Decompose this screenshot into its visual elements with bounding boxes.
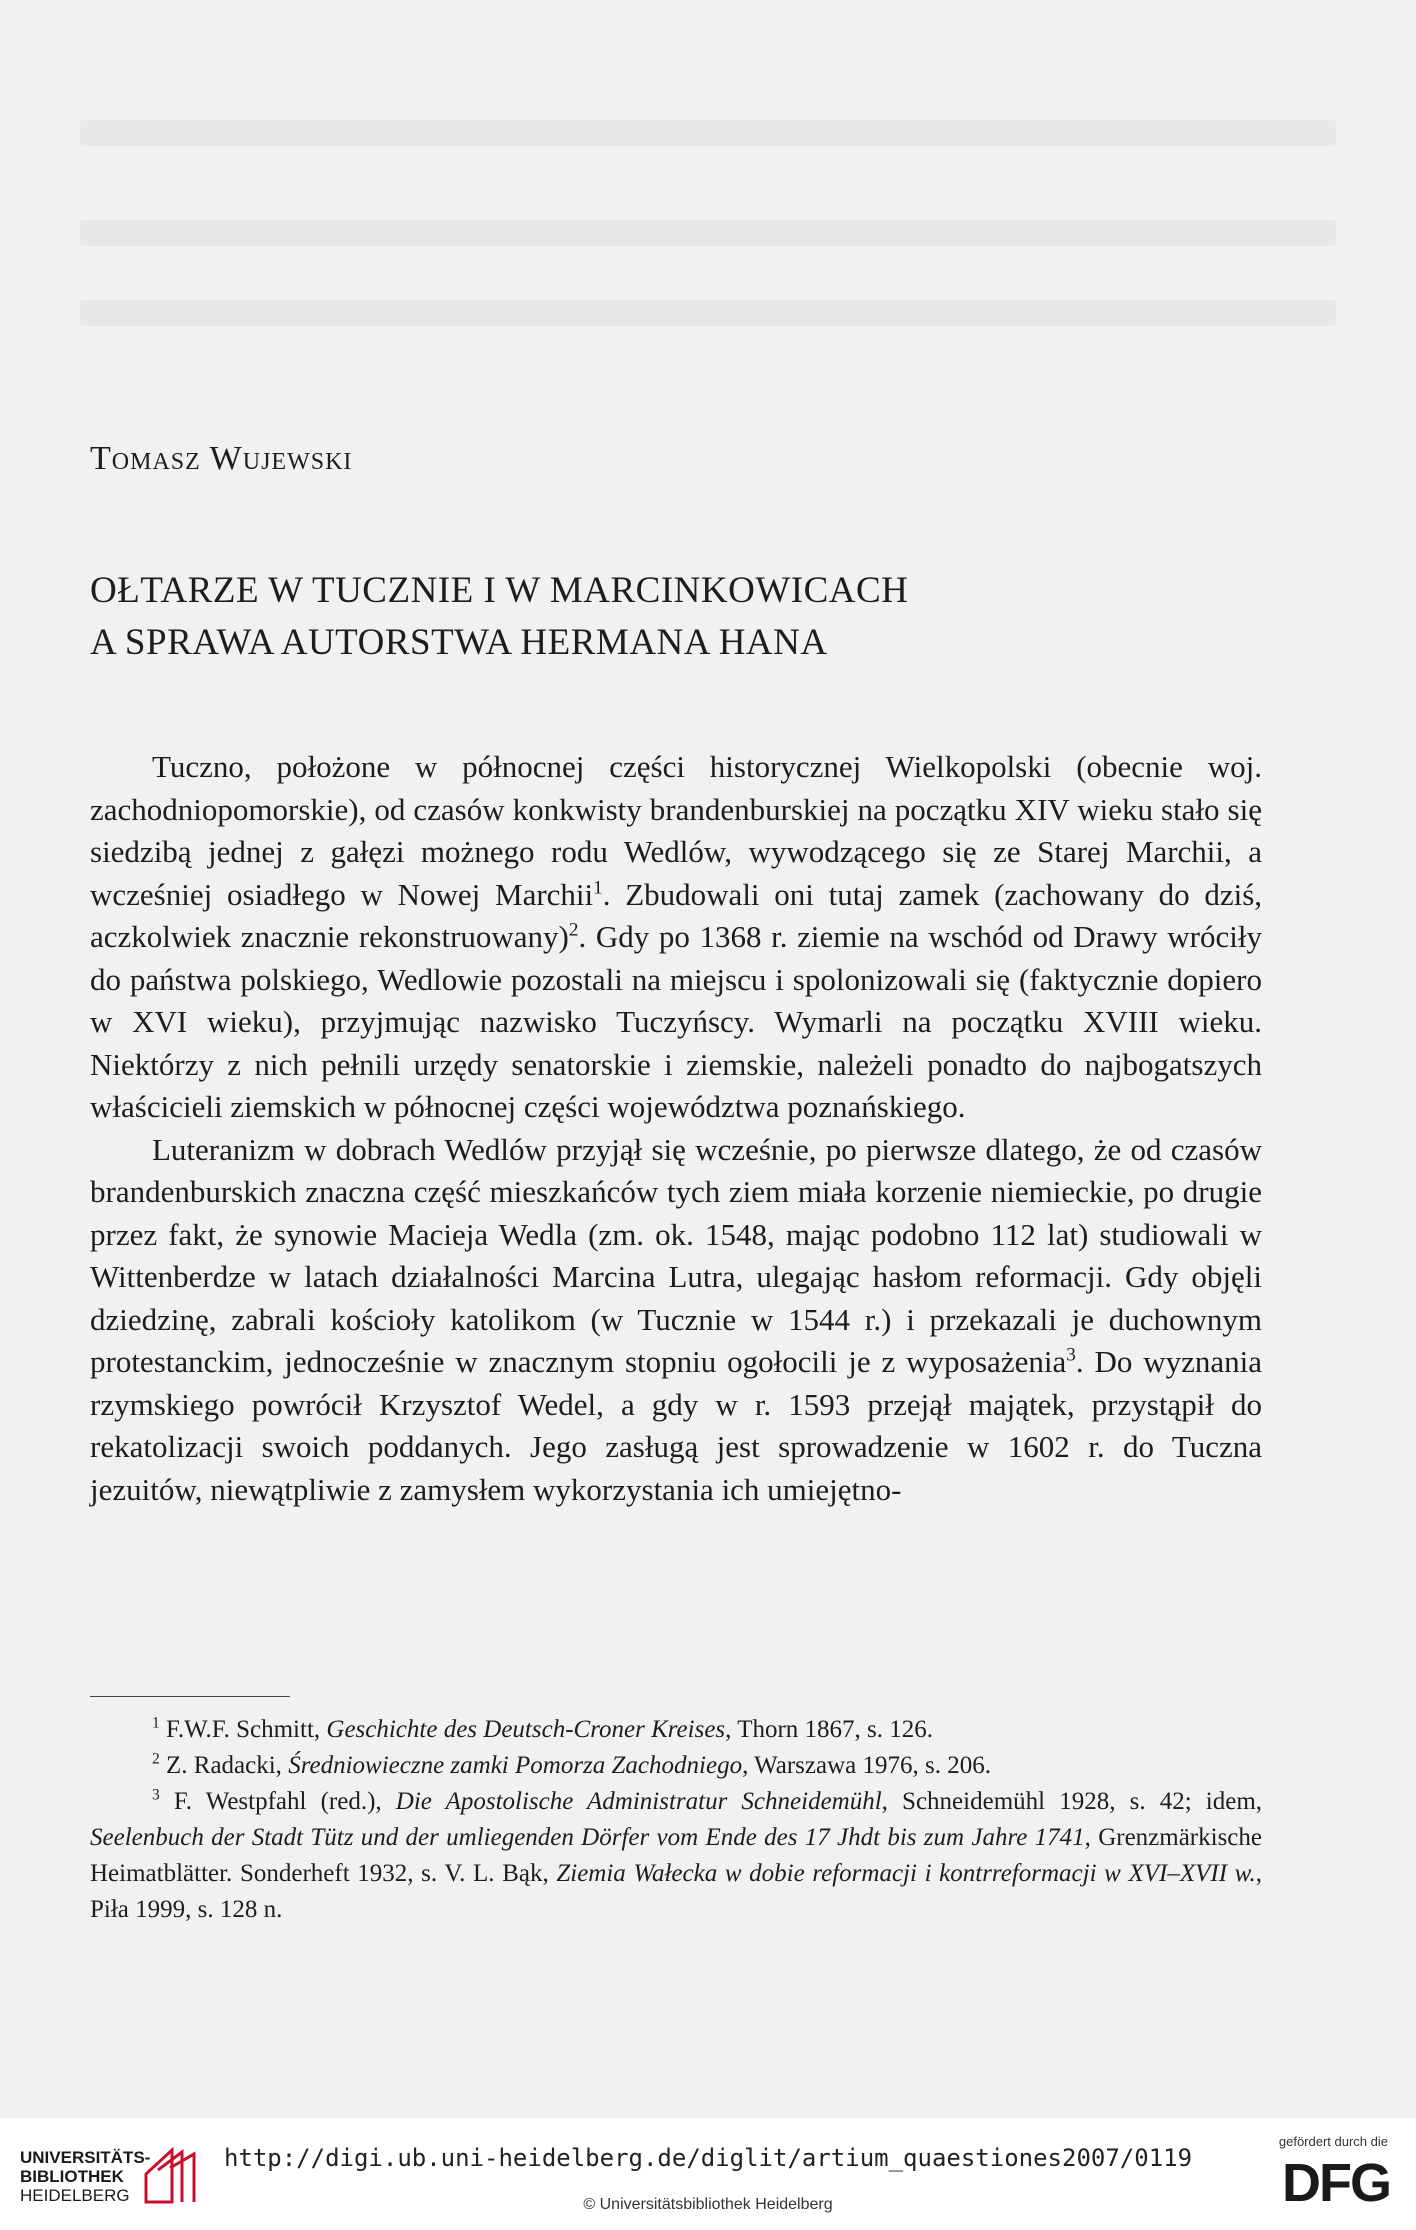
footnote (90, 1748, 1262, 1784)
paragraph-text: . Do wyznania rzymskiego powrócił Krzysztof Wedel, a gdy w r. 1593 przejął majątek, przystąpił do rekatolizacji swoich poddanych. Jego zasługą jest sprowadzenie w 1602 r. do Tuczna jezuitów, niewątpliwie z zamysłem wykorzystania ich umiejętno- (90, 1344, 1262, 1507)
footnote-title: Ziemia Wałecka w dobie reformacji i kontrreformacji w XVI–XVII w. (556, 1860, 1256, 1887)
article-body (90, 746, 1262, 1511)
footnote-text: F.W.F. Schmitt, (166, 1716, 327, 1743)
logo-text: BIBLIOTHEK (20, 2167, 124, 2186)
footnote-text: , Grenzmärkische Heimatblätter. Sonderheft 1932, s. V. L. Bąk, (90, 1824, 1262, 1887)
footnote-title: Geschichte des Deutsch-Croner Kreises (326, 1716, 726, 1743)
paragraph-text: . Zbudowali oni tutaj zamek (zachowany do dziś, aczkolwiek znacznie rekonstruowany) (90, 876, 1263, 954)
footnote-ref[interactable]: 2 (568, 919, 579, 941)
article-title (90, 565, 1290, 669)
bleed-through-shadow (80, 120, 1336, 146)
bleed-through-shadow (80, 220, 1336, 246)
paragraph-text: . Gdy po 1368 r. ziemie na wschód od Drawy wróciły do państwa polskiego, Wedlowie pozostali na miejscu i spolonizowali się (faktycznie dopiero w XVI wieku), przyjmując nazwisko Tuczyńscy. Wymarli na początku XVIII wieku. Niektórzy z nich pełnili urzędy senatorskie i ziemskie, należeli ponadto do najbogatszych właścicieli ziemskich w północnej części województwa poznańskiego. (90, 919, 1262, 1124)
bleed-through-shadow (80, 300, 1336, 326)
viewer-footer (0, 2118, 1416, 2230)
footnote-text: Z. Radacki, (166, 1752, 289, 1779)
title-line: A SPRAWA AUTORSTWA HERMANA HANA (90, 622, 828, 663)
paragraph-text: Luteranizm w dobrach Wedlów przyjął się wcześnie, po pierwsze dlatego, że od czasów brandenburskich znaczna część mieszkańców tych ziem miała korzenie niemieckie, po drugie przez fakt, że synowie Macieja Wedla (zm. ok. 1548, mając podobno 112 lat) studiowali w Wittenberdze w latach działalności Marcina Lutra, ulegając hasłom reformacji. Gdy objęli dziedzinę, zabrali kościoły katolikom (w Tucznie w 1544 r.) i przekazali je duchownym protestanckim, jednocześnie w znacznym stopniu ogołocili je z wyposażenia (90, 1131, 1262, 1379)
logo-text: UNIVERSITÄTS- (20, 2148, 151, 2167)
footnote-ref[interactable]: 3 (1066, 1344, 1076, 1366)
footnote-title: Die Apostolische Administratur Schneidemühl (395, 1788, 882, 1815)
paragraph (90, 746, 1262, 1129)
title-line: OŁTARZE W TUCZNIE I W MARCINKOWICACH (90, 570, 909, 611)
footnote-text: F. Westpfahl (red.), (173, 1788, 396, 1815)
funding-label: gefördert durch die (1278, 2134, 1388, 2149)
footnote-text: , Thorn 1867, s. 126. (725, 1716, 934, 1743)
footnote-number: 3 (152, 1786, 160, 1804)
dfg-logo[interactable]: DFG (1282, 2153, 1390, 2213)
footnote-text: , Warszawa 1976, s. 206. (742, 1752, 991, 1779)
article-author: Tomasz Wujewski (90, 440, 353, 477)
footnote-number: 2 (152, 1750, 160, 1768)
paragraph (90, 1129, 1262, 1512)
logo-text: HEIDELBERG (20, 2186, 130, 2205)
footnote-ref[interactable]: 1 (593, 877, 603, 899)
footnote (90, 1712, 1262, 1748)
copyright-notice: © Universitätsbibliothek Heidelberg (583, 2196, 833, 2213)
footnote (90, 1784, 1262, 1928)
footnote-title: Seelenbuch der Stadt Tütz und der umliegenden Dörfer vom Ende des 17 Jhdt bis zum Jahre 1741 (90, 1824, 1085, 1851)
footnote-text: , Schneidemühl 1928, s. 42; idem, (881, 1788, 1263, 1815)
permalink-url[interactable]: http://digi.ub.uni-heidelberg.de/diglit/artium_quaestiones2007/0119 (223, 2144, 1193, 2172)
footnote-divider (90, 1696, 290, 1697)
footnotes (90, 1712, 1262, 1928)
footnote-number: 1 (152, 1714, 160, 1732)
paragraph-text: Tuczno, położone w północnej części historycznej Wielkopolski (obecnie woj. zachodniopomorskie), od czasów konkwisty brandenburskiej na początku XIV wieku stało się siedzibą jednej z gałęzi możnego rodu Wedlów, wywodzącego się ze Starej Marchii, a wcześniej osiadłego w Nowej Marchii (90, 749, 1262, 912)
footnote-title: Średniowieczne zamki Pomorza Zachodniego (288, 1752, 743, 1779)
footnote-text: , Piła 1999, s. 128 n. (90, 1860, 1262, 1923)
